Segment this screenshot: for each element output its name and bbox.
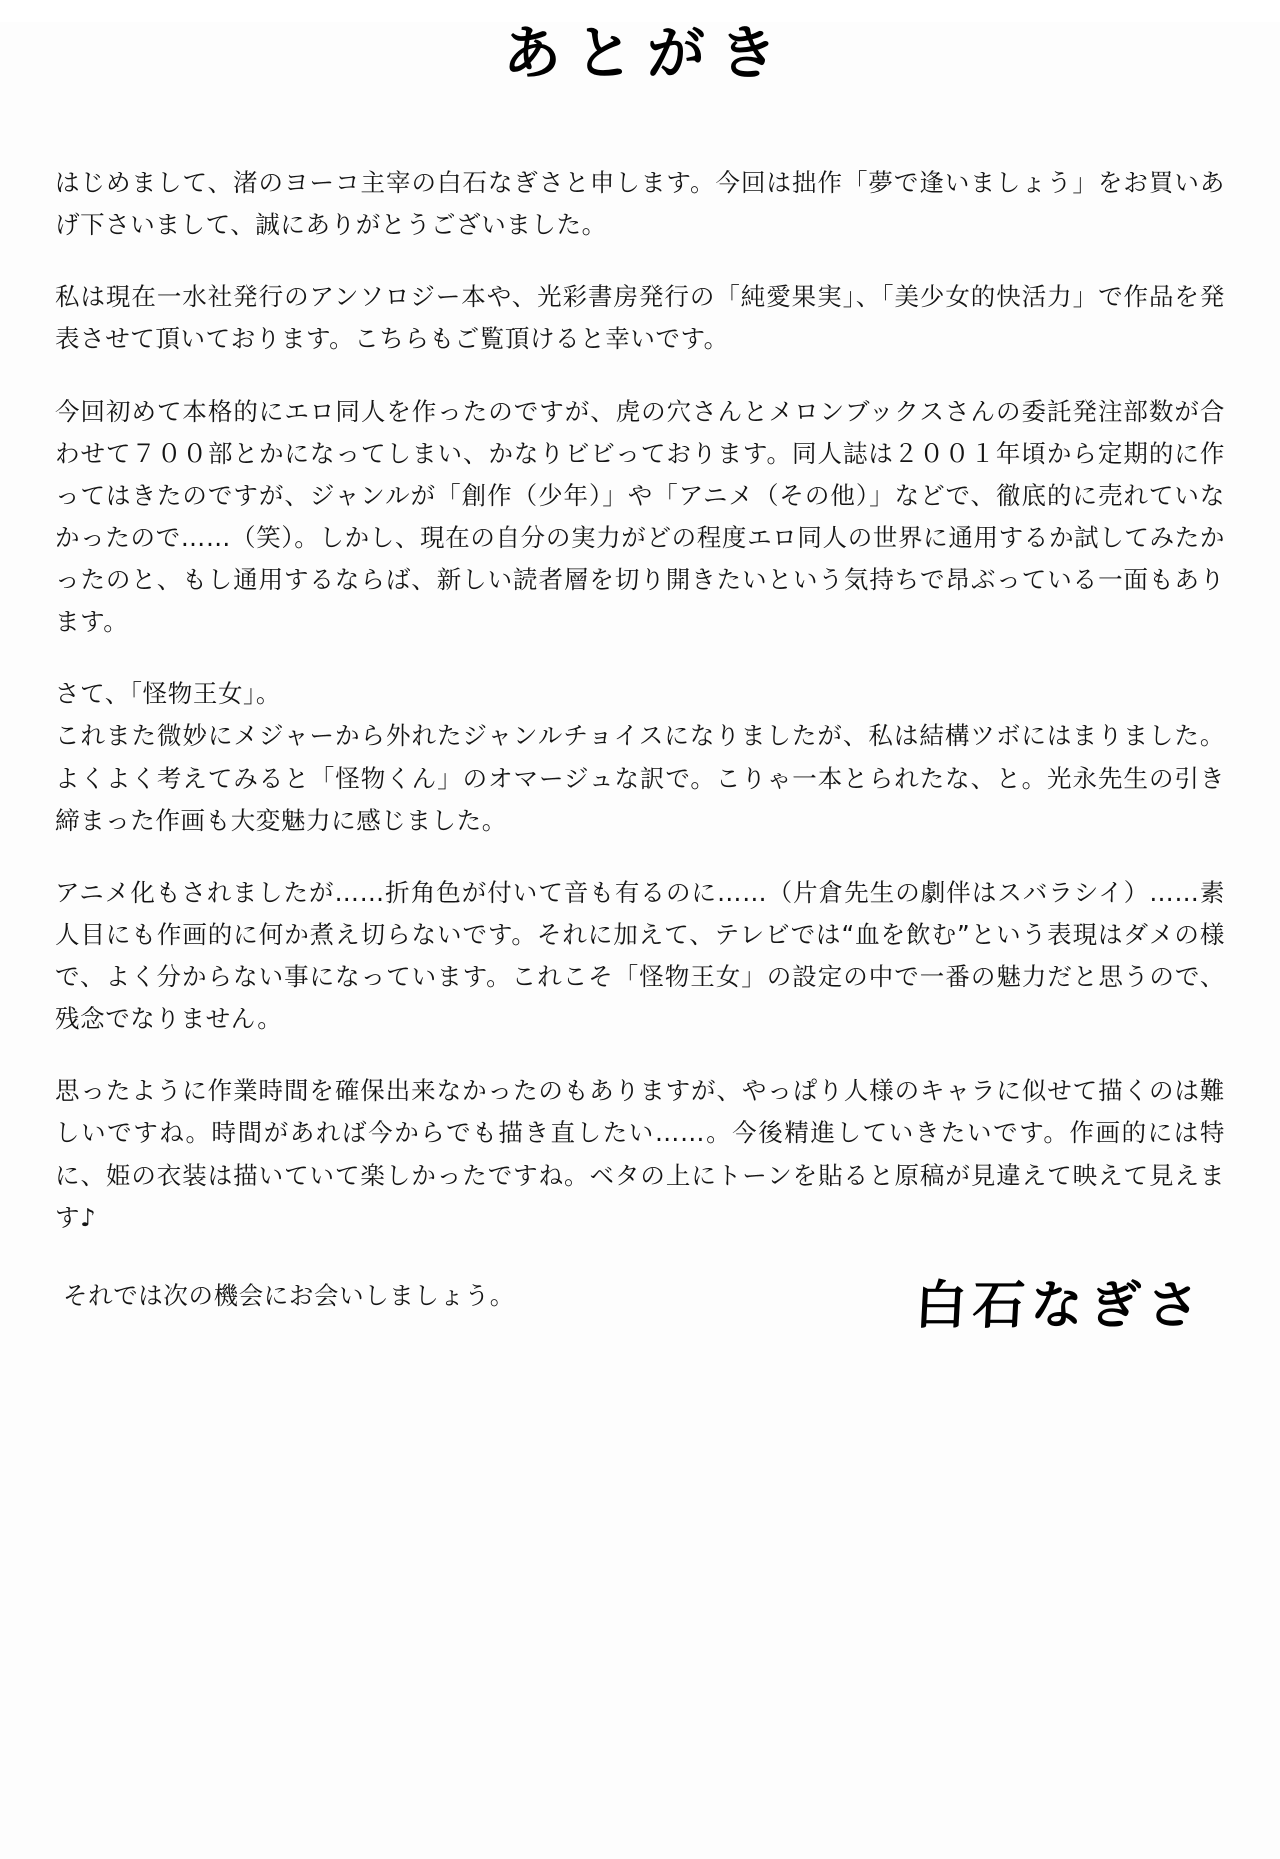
- paragraph-5: これまた微妙にメジャーから外れたジャンルチョイスになりましたが、私は結構ツボにはまりました。よくよく考えてみると「怪物くん」のオマージュな訳で。こりゃ一本とられたな、と。光永先生の引き締まった作画も大変魅力に感じました。: [55, 721, 1225, 835]
- paragraph-2: 私は現在一水社発行のアンソロジー本や、光彩書房発行の「純愛果実」、「美少女的快活力」で作品を発表させて頂いております。こちらもご覧頂けると幸いです。: [55, 282, 1225, 354]
- author-signature: 白石なぎさ: [913, 1275, 1207, 1336]
- paragraph-6: アニメ化もされましたが……折角色が付いて音も有るのに……（片倉先生の劇伴はスバラシイ）……素人目にも作画的に何か煮え切らないです。それに加えて、テレビでは“血を飲む”という表現はダメの様で、よく分からない事になっています。これこそ「怪物王女」の設定の中で一番の魅力だと思うので、残念でなりません。: [55, 877, 1225, 1034]
- paragraph-7: 思ったように作業時間を確保出来なかったのもありますが、やっぱり人様のキャラに似せて描くのは難しいですね。時間があれば今からでも描き直したい……。今後精進していきたいです。作画的には特に、姫の衣装は描いていて楽しかったですね。ベタの上にトーンを貼ると原稿が見違えて映えて見えます♪: [55, 1076, 1225, 1232]
- paragraph-3: 今回初めて本格的にエロ同人を作ったのですが、虎の穴さんとメロンブックスさんの委託発注部数が合わせて７００部とかになってしまい、かなりビビっております。同人誌は２００１年頃から定期的に作ってはきたのですが、ジャンルが「創作（少年）」や「アニメ（その他）」などで、徹底的に売れていなかったので……（笑）。しかし、現在の自分の実力がどの程度エロ同人の世界に通用するか試してみたかったのと、もし通用するならば、新しい読者層を切り開きたいという気持ちで昂ぶっている一面もあります。: [55, 396, 1225, 637]
- afterword-page: [0, 19, 1280, 1859]
- paragraph-1: はじめまして、渚のヨーコ主宰の白石なぎさと申します。今回は拙作「夢で逢いましょう」をお買いあげ下さいまして、誠にありがとうございました。: [55, 168, 1225, 240]
- closing-row: [55, 1269, 1225, 1389]
- closing-line: それでは次の機会にお会いしましょう。: [63, 1280, 515, 1310]
- afterword-body: [55, 162, 1225, 1839]
- page-title: あとがき: [502, 19, 791, 87]
- paragraph-4: さて、「怪物王女」。: [55, 679, 282, 709]
